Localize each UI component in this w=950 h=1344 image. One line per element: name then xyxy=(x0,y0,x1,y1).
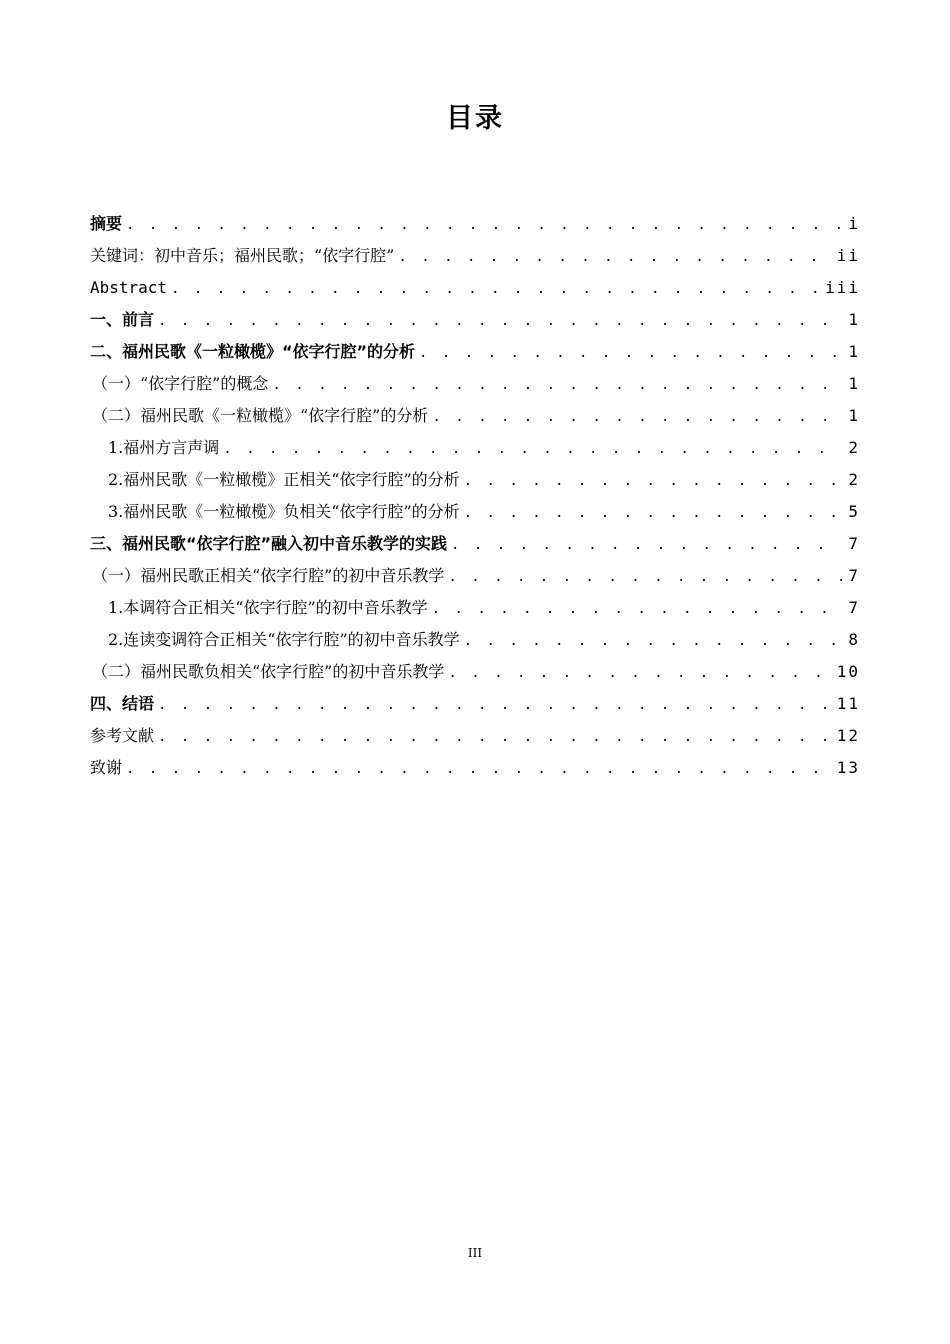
toc-dot-leader xyxy=(171,273,819,305)
toc-entry[interactable] xyxy=(90,304,860,336)
toc-entry-label: 一、前言 xyxy=(90,310,155,329)
toc-dot-leader xyxy=(419,337,842,369)
table-of-contents xyxy=(90,208,860,784)
toc-entry-page: 11 xyxy=(836,694,860,713)
toc-entry-label: 关键词：初中音乐；福州民歌；“依字行腔” xyxy=(90,246,395,265)
toc-entry-label: （二）福州民歌负相关“依字行腔”的初中音乐教学 xyxy=(92,662,445,681)
toc-entry-label: 1.本调符合正相关“依字行腔”的初中音乐教学 xyxy=(108,598,428,617)
toc-entry-page: ii xyxy=(836,246,860,265)
toc-entry-page: 7 xyxy=(848,534,860,553)
page-title: 目录 xyxy=(446,103,504,134)
toc-dot-leader xyxy=(158,721,831,753)
toc-entry-label: （一）“依字行腔”的概念 xyxy=(92,374,269,393)
toc-entry-label: 二、福州民歌《一粒橄榄》“依字行腔”的分析 xyxy=(90,342,416,361)
toc-dot-leader xyxy=(432,593,843,625)
toc-entry-page: 1 xyxy=(848,406,860,425)
toc-entry[interactable] xyxy=(90,464,860,496)
toc-entry-page: 7 xyxy=(848,598,860,617)
toc-entry-page: 1 xyxy=(848,342,860,361)
toc-entry[interactable] xyxy=(90,208,860,240)
toc-entry[interactable] xyxy=(90,560,860,592)
toc-entry-page: 10 xyxy=(836,662,860,681)
toc-entry-label: 2.连读变调符合正相关“依字行腔”的初中音乐教学 xyxy=(108,630,460,649)
toc-entry[interactable] xyxy=(90,656,860,688)
toc-dot-leader xyxy=(448,561,842,593)
toc-entry-label: 三、福州民歌“依字行腔”融入初中音乐教学的实践 xyxy=(90,534,448,553)
toc-entry-page: 2 xyxy=(848,438,860,457)
toc-entry-page: 1 xyxy=(848,374,860,393)
toc-entry-page: iii xyxy=(825,278,860,297)
toc-entry[interactable] xyxy=(90,368,860,400)
toc-dot-leader xyxy=(126,209,842,241)
toc-entry[interactable] xyxy=(90,400,860,432)
toc-entry-label: 致谢 xyxy=(90,758,123,777)
toc-dot-leader xyxy=(432,401,842,433)
toc-dot-leader xyxy=(448,657,830,689)
toc-entry-label: （一）福州民歌正相关“依字行腔”的初中音乐教学 xyxy=(92,566,445,585)
toc-entry-label: 参考文献 xyxy=(90,726,155,745)
toc-dot-leader xyxy=(398,241,830,273)
toc-entry-label: 四、结语 xyxy=(90,694,155,713)
toc-dot-leader xyxy=(223,433,842,465)
toc-entry-page: 8 xyxy=(848,630,860,649)
toc-entry[interactable] xyxy=(90,272,860,304)
toc-entry-page: 2 xyxy=(848,470,860,489)
toc-entry-page: 12 xyxy=(836,726,860,745)
toc-entry[interactable] xyxy=(90,720,860,752)
toc-dot-leader xyxy=(158,689,831,721)
toc-entry-label: 摘要 xyxy=(90,214,123,233)
toc-entry-label: （二）福州民歌《一粒橄榄》“依字行腔”的分析 xyxy=(92,406,429,425)
toc-entry[interactable] xyxy=(90,688,860,720)
toc-entry-page: 7 xyxy=(848,566,860,585)
toc-dot-leader xyxy=(464,497,843,529)
toc-entry-page: 1 xyxy=(848,310,860,329)
toc-dot-leader xyxy=(272,369,842,401)
toc-entry-label: Abstract xyxy=(90,278,168,297)
toc-dot-leader xyxy=(464,625,843,657)
toc-entry[interactable] xyxy=(90,592,860,624)
toc-dot-leader xyxy=(158,305,842,337)
toc-entry-label: 2.福州民歌《一粒橄榄》正相关“依字行腔”的分析 xyxy=(108,470,460,489)
toc-entry[interactable] xyxy=(90,240,860,272)
toc-dot-leader xyxy=(126,753,831,785)
toc-entry[interactable] xyxy=(90,496,860,528)
toc-entry[interactable] xyxy=(90,528,860,560)
page-number: III xyxy=(467,1246,483,1260)
toc-dot-leader xyxy=(451,529,842,561)
toc-entry[interactable] xyxy=(90,752,860,784)
toc-dot-leader xyxy=(464,465,843,497)
toc-entry[interactable] xyxy=(90,336,860,368)
toc-entry-page: 13 xyxy=(836,758,860,777)
toc-entry[interactable] xyxy=(90,624,860,656)
toc-entry-label: 3.福州民歌《一粒橄榄》负相关“依字行腔”的分析 xyxy=(108,502,460,521)
toc-entry-page: i xyxy=(848,214,860,233)
toc-entry-label: 1.福州方言声调 xyxy=(108,438,220,457)
toc-entry-page: 5 xyxy=(848,502,860,521)
toc-entry[interactable] xyxy=(90,432,860,464)
